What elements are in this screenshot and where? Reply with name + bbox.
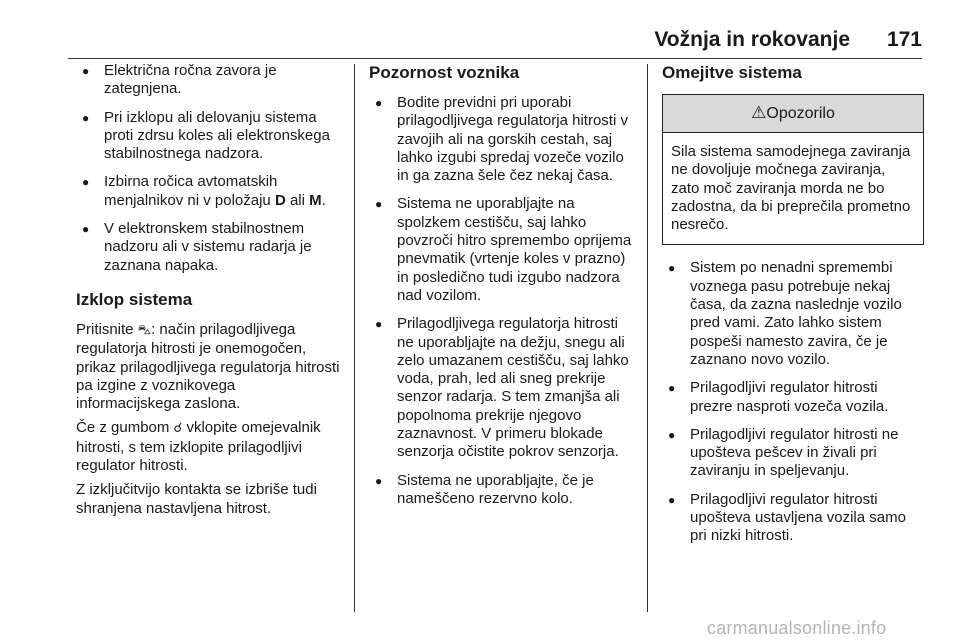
- column-divider-2: [647, 64, 648, 612]
- speed-limiter-icon: ☌: [173, 421, 183, 437]
- attention-list: [369, 94, 635, 508]
- bullet-icon: ●: [668, 492, 676, 507]
- list-item: ● Bodite previdni pri uporabi prilagodljivega regulatorja hitrosti v zavojih ali na gorskih cestah, saj lahko izgubi spredaj vozeče vozilo in ga zazna šele čez nekaj časa.: [375, 94, 628, 185]
- list-item: ● Prilagodljivi regulator hitrosti upošteva ustavljena vozila samo pri nizki hitrosti.: [668, 490, 906, 545]
- page-header: [0, 20, 960, 60]
- warning-triangle-icon: ⚠: [751, 103, 767, 123]
- list-item: ● Sistema ne uporabljajte, če je nameščeno rezervno kolo.: [375, 471, 594, 507]
- list-item: ● Izbirna ročica avtomatskih menjalnikov ni v položaju D ali M.: [82, 173, 326, 209]
- bullet-icon: ●: [375, 317, 383, 332]
- bullet-icon: ●: [668, 261, 676, 276]
- chapter-title: Vožnja in rokovanje: [654, 28, 850, 51]
- list-item: ● Prilagodljivi regulator hitrosti prezre nasproti vozeča vozila.: [668, 379, 889, 415]
- section-heading-omejitve: Omejitve sistema: [662, 63, 802, 82]
- page-number: 171: [886, 28, 922, 51]
- paragraph: Z izključitvijo kontakta se izbriše tudi shranjena nastavljena hitrost.: [76, 481, 317, 517]
- bullet-icon: ●: [375, 473, 383, 488]
- list-item: ● Prilagodljivi regulator hitrosti ne upošteva pešcev in živali pri zaviranju in speljevanju.: [668, 425, 899, 480]
- section-heading-izklop: Izklop sistema: [76, 289, 193, 309]
- bullet-icon: ●: [375, 96, 383, 110]
- warning-title: Opozorilo: [766, 105, 835, 122]
- paragraph: Če z gumbom ☌ vklopite omejevalnik hitrosti, s tem izklopite prilagodljivi regulator hitrosti.: [76, 419, 321, 475]
- bullet-icon: ●: [82, 175, 90, 190]
- column-2: [369, 62, 635, 518]
- list-item: ● Sistem po nenadni spremembi voznega pasu potrebuje nekaj časa, da zazna naslednje vozilo pred vami. Zato lahko sistem pospeši namesto zavira, če je zaznano novo vozilo.: [668, 259, 902, 368]
- limitations-list: [662, 259, 924, 545]
- bullet-icon: ●: [82, 222, 90, 237]
- bullet-icon: ●: [375, 197, 383, 212]
- bullet-icon: ●: [82, 110, 90, 125]
- list-item: ● Prilagodljivega regulatorja hitrosti ne uporabljajte na dežju, snegu ali zelo umazanem cestišču, saj lahko voda, prah, led ali sneg prekrije senzor radarja. S tem zmanjša ali popolnoma prekrije njegovo zaznavnost. V primeru blokade senzorja očistite pokrov senzorja.: [375, 315, 629, 461]
- bullet-icon: ●: [82, 64, 90, 78]
- list-item: ● Sistema ne uporabljajte na spolzkem cestišču, saj lahko povzroči hitro spremembo oprijema pnevmatik (vrtenje koles v prazno) in posledično tudi izgubo nadzora nad vozilom.: [375, 195, 632, 304]
- warning-box: [662, 94, 924, 245]
- bullet-icon: ●: [668, 381, 676, 396]
- list-item: ● Električna ročna zavora je zategnjena.: [82, 62, 277, 98]
- warning-text: Sila sistema samodejnega zaviranja ne dovoljuje močnega zaviranja, zato moč zaviranja morda ne bo zadostna, da bi preprečila prometno nesrečo.: [671, 143, 911, 234]
- column-3: [662, 62, 924, 556]
- column-1: [76, 62, 342, 524]
- watermark: carmanualsonline.info: [707, 618, 887, 638]
- section-heading-pozornost: Pozornost voznika: [369, 63, 520, 82]
- list-item: ● Pri izklopu ali delovanju sistema proti zdrsu koles ali elektronskega stabilnostnega nadzora.: [82, 108, 330, 163]
- warning-header: [663, 95, 923, 133]
- header-rule: [68, 58, 922, 59]
- condition-list: [76, 62, 342, 275]
- adaptive-cruise-icon: ⛍: [137, 322, 152, 338]
- paragraph: Pritisnite ⛍: način prilagodljivega regulatorja hitrosti je onemogočen, prikaz prilagodljivega regulatorja hitrosti pa izgine z voznikovega informacijskega zaslona.: [76, 320, 340, 413]
- bullet-icon: ●: [668, 427, 676, 442]
- column-divider-1: [354, 64, 355, 612]
- list-item: ● V elektronskem stabilnostnem nadzoru ali v sistemu radarja je zaznana napaka.: [82, 220, 312, 274]
